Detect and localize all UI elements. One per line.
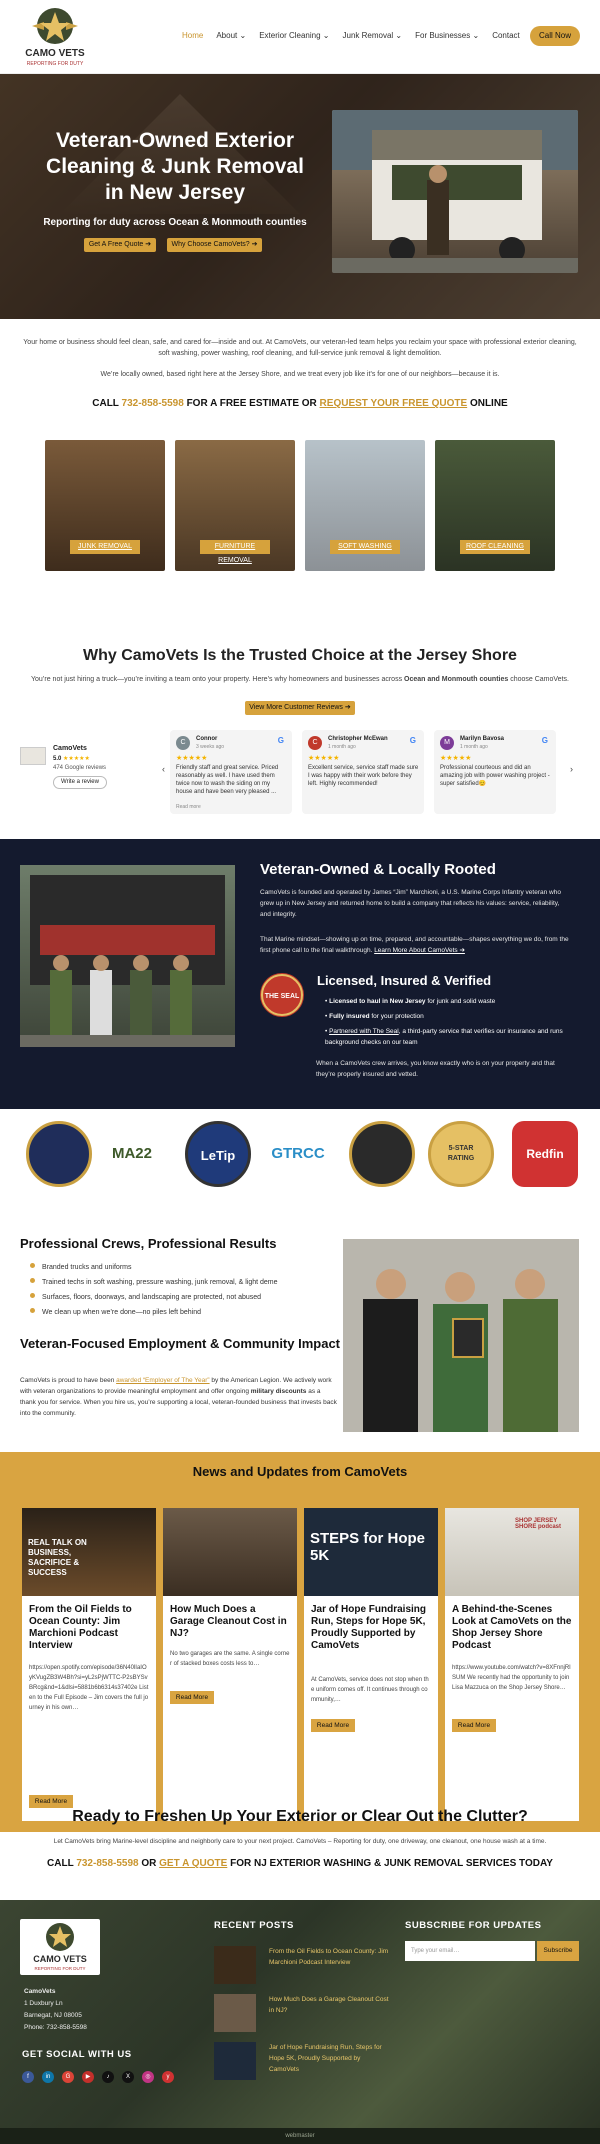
- footer-phone[interactable]: Phone: 732-858-5598: [24, 2024, 87, 2031]
- bullet-icon: [30, 1293, 35, 1298]
- redfin-logo: Redfin: [512, 1121, 578, 1187]
- intro-paragraph: Your home or business should feel clean, safe, and cared for—inside and out. At CamoVets, our veteran-led team helps you reclaim your space with professional exterior cleaning, soft washing, power washing, roof cleaning, and full-service junk removal & light demolition.: [23, 339, 577, 357]
- news-thumbnail[interactable]: [163, 1508, 297, 1596]
- review-card: [302, 730, 424, 814]
- list-item: • Fully insured for your protection: [325, 1013, 424, 1020]
- service-roof-cleaning[interactable]: [435, 440, 555, 571]
- five-star-rating-logo: 5-STAR RATING: [428, 1121, 494, 1187]
- recent-post-thumbnail[interactable]: [214, 1946, 256, 1984]
- rooted-mindset-paragraph: That Marine mindset—showing up on time, prepared, and accountable—shapes everything we do, from the first phone call to the final walkthrough. Learn More About CamoVets ➔: [260, 936, 569, 954]
- google-icon: G: [409, 736, 416, 745]
- read-more-button[interactable]: Read More: [170, 1691, 214, 1704]
- chevron-down-icon: ⌄: [395, 31, 403, 40]
- review-stars: ★★★★★: [308, 755, 340, 762]
- nav-exterior-cleaning[interactable]: Exterior Cleaning ⌄: [259, 31, 330, 40]
- employment-paragraph: CamoVets is proud to have been awarded “Employer of The Year” by the American Legion. We actively work with veteran organizations to provide meaningful employment and offer ongoing military discounts as a thank you for service. When you hire us, you’re supporting a local, veteran-founded business that invests back into the community.: [20, 1377, 337, 1417]
- read-more-button[interactable]: Read More: [311, 1719, 355, 1732]
- news-title: News and Updates from CamoVets: [192, 1464, 408, 1479]
- list-item: Branded trucks and uniforms: [30, 1260, 278, 1275]
- social-title: GET SOCIAL WITH US: [22, 2049, 132, 2060]
- rooted-paragraph: CamoVets is founded and operated by James “Jim” Marchioni, a U.S. Marine Corps Infantry veteran who grew up in New Jersey and returned home to build a company that reflects his values: service, reliability, and integrity.: [260, 889, 561, 918]
- cta-call-line: CALL 732-858-5598 OR GET A QUOTE FOR NJ EXTERIOR WASHING & JUNK REMOVAL SERVICES TODAY: [47, 1858, 553, 1869]
- crews-list: [30, 1260, 278, 1320]
- news-card-title[interactable]: How Much Does a Garage Cleanout Cost in NJ?: [170, 1604, 287, 1639]
- review-time: 3 weeks ago: [196, 744, 225, 750]
- phone-link[interactable]: 732-858-5598: [121, 398, 184, 409]
- subscribe-button[interactable]: Subscribe: [537, 1941, 579, 1961]
- chevron-left-icon[interactable]: ‹: [162, 764, 165, 774]
- chevron-down-icon: ⌄: [322, 31, 330, 40]
- google-icon: G: [541, 736, 548, 745]
- summary-name: CamoVets: [53, 745, 87, 752]
- chevron-right-icon[interactable]: ›: [570, 764, 573, 774]
- cta-title: Ready to Freshen Up Your Exterior or Clear Out the Clutter?: [72, 1808, 528, 1825]
- svg-text:CAMO VETS: CAMO VETS: [25, 48, 85, 59]
- service-label[interactable]: JUNK REMOVAL: [70, 540, 140, 554]
- news-card-excerpt: https://open.spotify.com/episode/36N40lIaIOyKVugZB3W4Bh?si=yL2sPjWTTC-P2sBYSvBRcg&nd=1&dlsi=5881b6b6314s37402e Listen to the Full Episode – Jim covers the full journey in his own…: [29, 1665, 149, 1711]
- news-card-excerpt: At CamoVets, service does not stop when the uniform comes off. It continues through community,…: [311, 1677, 429, 1703]
- google-icon: G: [277, 736, 284, 745]
- recent-post-thumbnail[interactable]: [214, 1994, 256, 2032]
- cta-text: Let CamoVets bring Marine-level discipline and neighborly care to your next project. CamoVets – Reporting for duty, one driveway, one cleanout, one house wash at a time.: [53, 1838, 547, 1845]
- hero-truck-photo: [332, 110, 578, 273]
- bullet-icon: [30, 1278, 35, 1283]
- rooted-closing: When a CamoVets crew arrives, you know exactly who is on your property and that they’re properly insured and vetted.: [316, 1060, 555, 1078]
- employer-award-link[interactable]: awarded “Employer of The Year”: [116, 1377, 210, 1384]
- yelp-icon[interactable]: y: [162, 2071, 174, 2083]
- phone-link[interactable]: 732-858-5598: [76, 1858, 139, 1869]
- news-card-title[interactable]: From the Oil Fields to Ocean County: Jim Marchioni Podcast Interview: [29, 1604, 132, 1651]
- footer-address-2: Barnegat, NJ 08005: [24, 2012, 82, 2019]
- recent-post-thumbnail[interactable]: [214, 2042, 256, 2080]
- google-icon[interactable]: G: [62, 2071, 74, 2083]
- team-truck-photo: [20, 865, 235, 1047]
- list-item: Trained techs in soft washing, pressure washing, junk removal, & light deme: [30, 1275, 278, 1290]
- list-item: We clean up when we’re done—no piles left behind: [30, 1305, 278, 1320]
- news-card-excerpt: https://www.youtube.com/watch?v=8XFnnjRlSUM We recently had the opportunity to join Lisa Mazzuca on the Shop Jersey Shore…: [452, 1665, 571, 1691]
- service-label[interactable]: FURNITURE REMOVAL: [200, 540, 270, 554]
- ma22-logo: MA22: [99, 1121, 165, 1187]
- svg-text:CAMO VETS: CAMO VETS: [33, 1954, 87, 1964]
- service-soft-washing[interactable]: [305, 440, 425, 571]
- summary-rating: 5.0: [53, 756, 62, 762]
- news-section: [0, 1452, 600, 1832]
- award-photo: [343, 1239, 579, 1432]
- licensed-list: [325, 994, 570, 1048]
- bullet-icon: [30, 1263, 35, 1268]
- footer-address-1: 1 Duxbury Ln: [24, 2000, 63, 2007]
- review-text: Excellent service, service staff made sure I was happy with their work before they left. Highly recommended!: [308, 765, 419, 787]
- letip-logo: LeTip: [185, 1121, 251, 1187]
- review-text: Friendly staff and great service. Priced reasonably as well. I have used them twice now to wash the siding on my house and have been very pleased ...: [176, 765, 279, 795]
- review-card: [434, 730, 556, 814]
- camo-vets-logo[interactable]: [22, 4, 88, 70]
- news-thumbnail[interactable]: STEPS for Hope 5K: [304, 1508, 438, 1596]
- hero-subtitle: Reporting for duty across Ocean & Monmouth counties: [43, 217, 307, 228]
- review-card: [170, 730, 292, 814]
- nav-about[interactable]: About ⌄: [216, 31, 247, 40]
- read-more-link[interactable]: Read more: [176, 804, 201, 810]
- nav-for-businesses[interactable]: For Businesses ⌄: [415, 31, 480, 40]
- footer-logo[interactable]: [20, 1919, 100, 1975]
- recent-post[interactable]: [214, 1946, 389, 1986]
- review-time: 1 month ago: [328, 744, 356, 750]
- news-thumbnail[interactable]: SHOP JERSEY SHORE podcast: [445, 1508, 579, 1596]
- service-furniture-removal[interactable]: [175, 440, 295, 571]
- chevron-down-icon: ⌄: [239, 31, 247, 40]
- write-review-button[interactable]: Write a review: [53, 776, 107, 789]
- gtrcc-logo: GTRCC: [263, 1121, 329, 1187]
- why-choose-button[interactable]: Why Choose CamoVets? ➔: [167, 238, 262, 252]
- service-label[interactable]: ROOF CLEANING: [460, 540, 530, 554]
- bullet-icon: [30, 1308, 35, 1313]
- intro-text: [20, 337, 580, 380]
- news-card[interactable]: [163, 1508, 297, 1821]
- recent-posts-title: RECENT POSTS: [214, 1920, 294, 1931]
- read-more-button[interactable]: Read More: [452, 1719, 496, 1732]
- svg-text:REPORTING FOR DUTY: REPORTING FOR DUTY: [26, 61, 84, 67]
- call-now-button[interactable]: Call Now: [530, 26, 580, 46]
- rooted-title: Veteran-Owned & Locally Rooted: [260, 861, 496, 878]
- svg-text:REPORTING FOR DUTY: REPORTING FOR DUTY: [34, 1966, 86, 1971]
- reviewer-name: Connor: [196, 736, 218, 742]
- learn-more-link[interactable]: Learn More About CamoVets ➔: [374, 947, 465, 954]
- reviewer-name: Marilyn Bavosa: [460, 736, 505, 742]
- linkedin-icon[interactable]: in: [42, 2071, 54, 2083]
- crews-title: Professional Crews, Professional Results: [20, 1236, 277, 1251]
- site-header: [0, 0, 600, 74]
- intro-local-paragraph: We’re locally owned, based right here at the Jersey Shore, and we treat every job like it’s for one of our neighbors—because it is.: [100, 371, 500, 378]
- business-thumbnail: [20, 747, 46, 765]
- list-item: • Licensed to haul in New Jersey for junk and solid waste: [325, 998, 496, 1005]
- veteran-owned-section: [0, 839, 600, 1109]
- footer-name: CamoVets: [24, 1988, 56, 1995]
- news-thumbnail[interactable]: REAL TALK ON BUSINESS, SACRIFICE & SUCCESS: [22, 1508, 156, 1596]
- footer-bottom-bar: [0, 2128, 600, 2144]
- free-quote-button[interactable]: Get A Free Quote ➔: [84, 238, 156, 252]
- licensed-title: Licensed, Insured & Verified: [317, 973, 492, 988]
- seal-code-logo: [349, 1121, 415, 1187]
- list-item: • Partnered with The Seal, a third-party service that verifies our insurance and runs background checks on our team: [325, 1028, 563, 1046]
- news-card[interactable]: [22, 1508, 156, 1821]
- x-icon[interactable]: X: [122, 2071, 134, 2083]
- google-review-summary: [20, 745, 160, 800]
- news-card[interactable]: [445, 1508, 579, 1821]
- truck-image: [332, 110, 578, 273]
- youtube-icon[interactable]: ▶: [82, 2071, 94, 2083]
- site-footer: [0, 1900, 600, 2128]
- avatar: C: [176, 736, 190, 750]
- review-stars: ★★★★★: [176, 755, 208, 762]
- news-card-title[interactable]: A Behind-the-Scenes Look at CamoVets on the Shop Jersey Shore Podcast: [452, 1604, 572, 1651]
- reviewer-name: Christopher McEwan: [328, 736, 388, 742]
- webmaster-link[interactable]: webmaster: [285, 2133, 315, 2139]
- avatar: C: [308, 736, 322, 750]
- call-estimate-line: CALL 732-858-5598 FOR A FREE ESTIMATE OR REQUEST YOUR FREE QUOTE ONLINE: [92, 398, 508, 409]
- team-image: [20, 865, 235, 1047]
- get-quote-link[interactable]: GET A QUOTE: [159, 1858, 228, 1869]
- summary-count: 474 Google reviews: [53, 765, 107, 771]
- recent-post-title[interactable]: From the Oil Fields to Ocean County: Jim Marchioni Podcast Interview: [269, 1948, 389, 1966]
- recent-post[interactable]: [214, 1994, 389, 2034]
- news-card-title[interactable]: Jar of Hope Fundraising Run, Steps for Hope 5K, Proudly Supported by CamoVets: [311, 1604, 427, 1651]
- the-seal-badge: [260, 973, 304, 1017]
- chevron-down-icon: ⌄: [472, 31, 480, 40]
- service-label[interactable]: SOFT WASHING: [330, 540, 400, 554]
- recent-post[interactable]: [214, 2042, 389, 2082]
- star-rating-icon: ★★★★★: [63, 756, 90, 762]
- request-quote-link[interactable]: REQUEST YOUR FREE QUOTE: [319, 398, 468, 409]
- nav-home[interactable]: Home: [182, 31, 204, 40]
- review-text: Professional courteous and did an amazing job with power washing project - super satisfied😊: [440, 765, 550, 787]
- why-title: Why CamoVets Is the Trusted Choice at the Jersey Shore: [83, 647, 517, 664]
- view-reviews-button[interactable]: View More Customer Reviews ➔: [245, 701, 355, 715]
- svg-text:THE SEAL: THE SEAL: [264, 993, 300, 1000]
- hero-title: Veteran-Owned Exterior Cleaning & Junk Removal in New Jersey: [46, 129, 304, 204]
- the-seal-link[interactable]: Partnered with The Seal: [329, 1028, 399, 1035]
- read-more-button[interactable]: Read More: [29, 1795, 73, 1808]
- main-nav: [182, 31, 520, 40]
- employment-title: Veteran-Focused Employment & Community Impact: [20, 1336, 341, 1351]
- email-input[interactable]: Type your email…: [405, 1941, 535, 1961]
- why-text: You’re not just hiring a truck—you’re inviting a team onto your property. Here’s why homeowners and businesses across Ocean and Monmouth counties choose CamoVets.: [31, 676, 569, 683]
- avatar: M: [440, 736, 454, 750]
- subscribe-title: SUBSCRIBE FOR UPDATES: [405, 1920, 542, 1931]
- news-card-excerpt: No two garages are the same. A single corner of stacked boxes costs less to…: [170, 1651, 290, 1667]
- american-legion-logo: [26, 1121, 92, 1187]
- service-junk-removal[interactable]: [45, 440, 165, 571]
- review-stars: ★★★★★: [440, 755, 472, 762]
- recent-post-title[interactable]: Jar of Hope Fundraising Run, Steps for Hope 5K, Proudly Supported by CamoVets: [269, 2044, 382, 2073]
- list-item: Surfaces, floors, doorways, and landscaping are protected, not abused: [30, 1290, 278, 1305]
- review-time: 1 month ago: [460, 744, 488, 750]
- recent-post-title[interactable]: How Much Does a Garage Cleanout Cost in NJ?: [269, 1996, 389, 2014]
- nav-junk-removal[interactable]: Junk Removal ⌄: [342, 31, 403, 40]
- news-card[interactable]: [304, 1508, 438, 1821]
- instagram-icon[interactable]: ◎: [142, 2071, 154, 2083]
- facebook-icon[interactable]: f: [22, 2071, 34, 2083]
- nav-contact[interactable]: Contact: [492, 31, 520, 40]
- tiktok-icon[interactable]: ♪: [102, 2071, 114, 2083]
